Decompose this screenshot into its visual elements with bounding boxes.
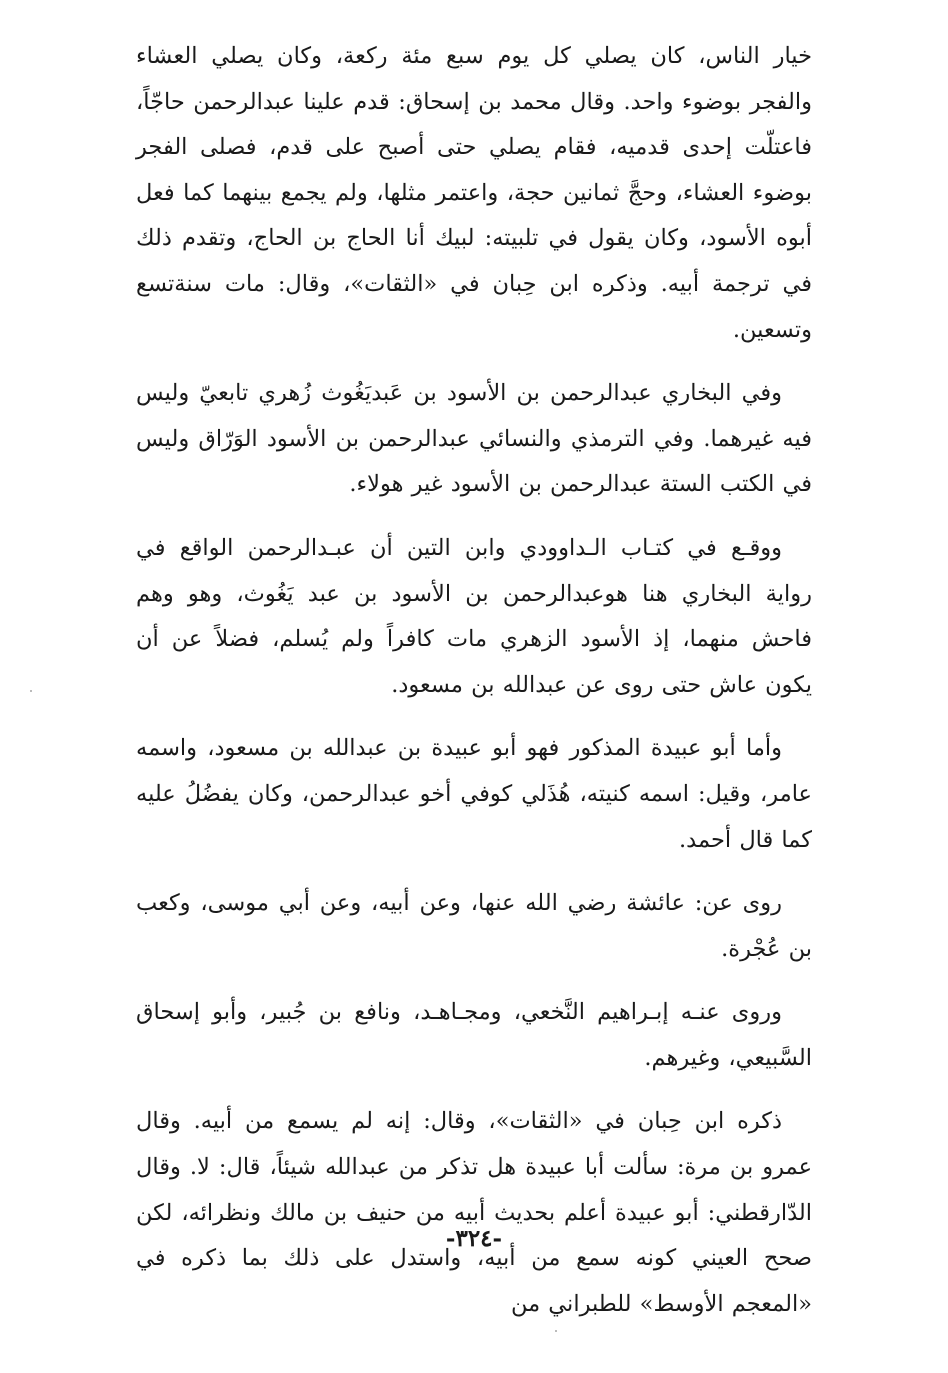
paragraph-gap: [136, 508, 812, 526]
paragraph-gap: [136, 972, 812, 990]
paragraph-3: ووقـع في كتـاب الـداوودي وابن التين أن عبـدالرحمن الواقع في رواية البخاري هنا هوعبدالرحمن بن الأسود بن عبد يَغُوث، وهو وهم فاحش منهما، إذ الأسود الزهري مات كافراً ولم يُسلم، فضلاً عن أن يكون عاش حتى روى عن عبدالله بن مسعود.: [136, 534, 812, 698]
scan-speck: [30, 690, 32, 692]
paragraph-gap: [136, 863, 812, 881]
paragraph-5: روى عن: عائشة رضي الله عنها، وعن أبيه، وعن أبي موسى، وكعب بن عُجْرة.: [136, 890, 812, 962]
paragraph-gap: [136, 708, 812, 726]
paragraph-gap: [136, 353, 812, 371]
paragraph-gap: [136, 1081, 812, 1099]
page-body: [136, 34, 812, 1327]
paragraph-1: خيار الناس، كان يصلي كل يوم سبع مئة ركعة، وكان يصلي العشاء والفجر بوضوء واحد. وقال محمد بن إسحاق: قدم علينا عبدالرحمن حاجّاً، فاعتلّت إحدى قدميه، فقام يصلي حتى أصبح على قدم، فصلى الفجر بوضوء العشاء، وحجَّ ثمانين حجة، واعتمر مثلها، ولم يجمع بينهما كما فعل أبوه الأسود، وكان يقول في تلبيته: لبيك أنا الحاج بن الحاج، وتقدم ذلك في ترجمة أبيه. وذكره ابن حِبان في «الثقات»، وقال: مات سنةتسع وتسعين.: [136, 43, 812, 343]
scan-speck: [555, 1330, 557, 1332]
paragraph-4: وأما أبو عبيدة المذكور فهو أبو عبيدة بن عبدالله بن مسعود، واسمه عامر، وقيل: اسمه كنيته، هُذَلي كوفي أخو عبدالرحمن، وكان يفضُلُ عليه كما قال أحمد.: [136, 735, 812, 853]
paragraph-6: وروى عنـه إبـراهيم النَّخعي، ومجـاهـد، ونافع بن جُبير، وأبو إسحاق السَّبيعي، وغيرهم.: [136, 999, 812, 1071]
paragraph-7: ذكره ابن حِبان في «الثقات»، وقال: إنه لم يسمع من أبيه. وقال عمرو بن مرة: سألت أبا عبيدة هل تذكر من عبدالله شيئاً، قال: لا. وقال الدّارقطني: أبو عبيدة أعلم بحديث أبيه من حنيف بن مالك ونظرائه، لكن صحح العيني كونه سمع من أبيه، واستدل على ذلك بما ذكره في «المعجم الأوسط» للطبراني من: [136, 1108, 812, 1317]
paragraph-2: وفي البخاري عبدالرحمن بن الأسود بن عَبديَغُوث زُهري تابعيّ وليس فيه غيرهما. وفي الترمذي والنسائي عبدالرحمن بن الأسود الوَرّاق وليس في الكتب الستة عبدالرحمن بن الأسود غير هولاء.: [136, 380, 812, 498]
page-number: -٣٢٤-: [445, 1225, 503, 1252]
